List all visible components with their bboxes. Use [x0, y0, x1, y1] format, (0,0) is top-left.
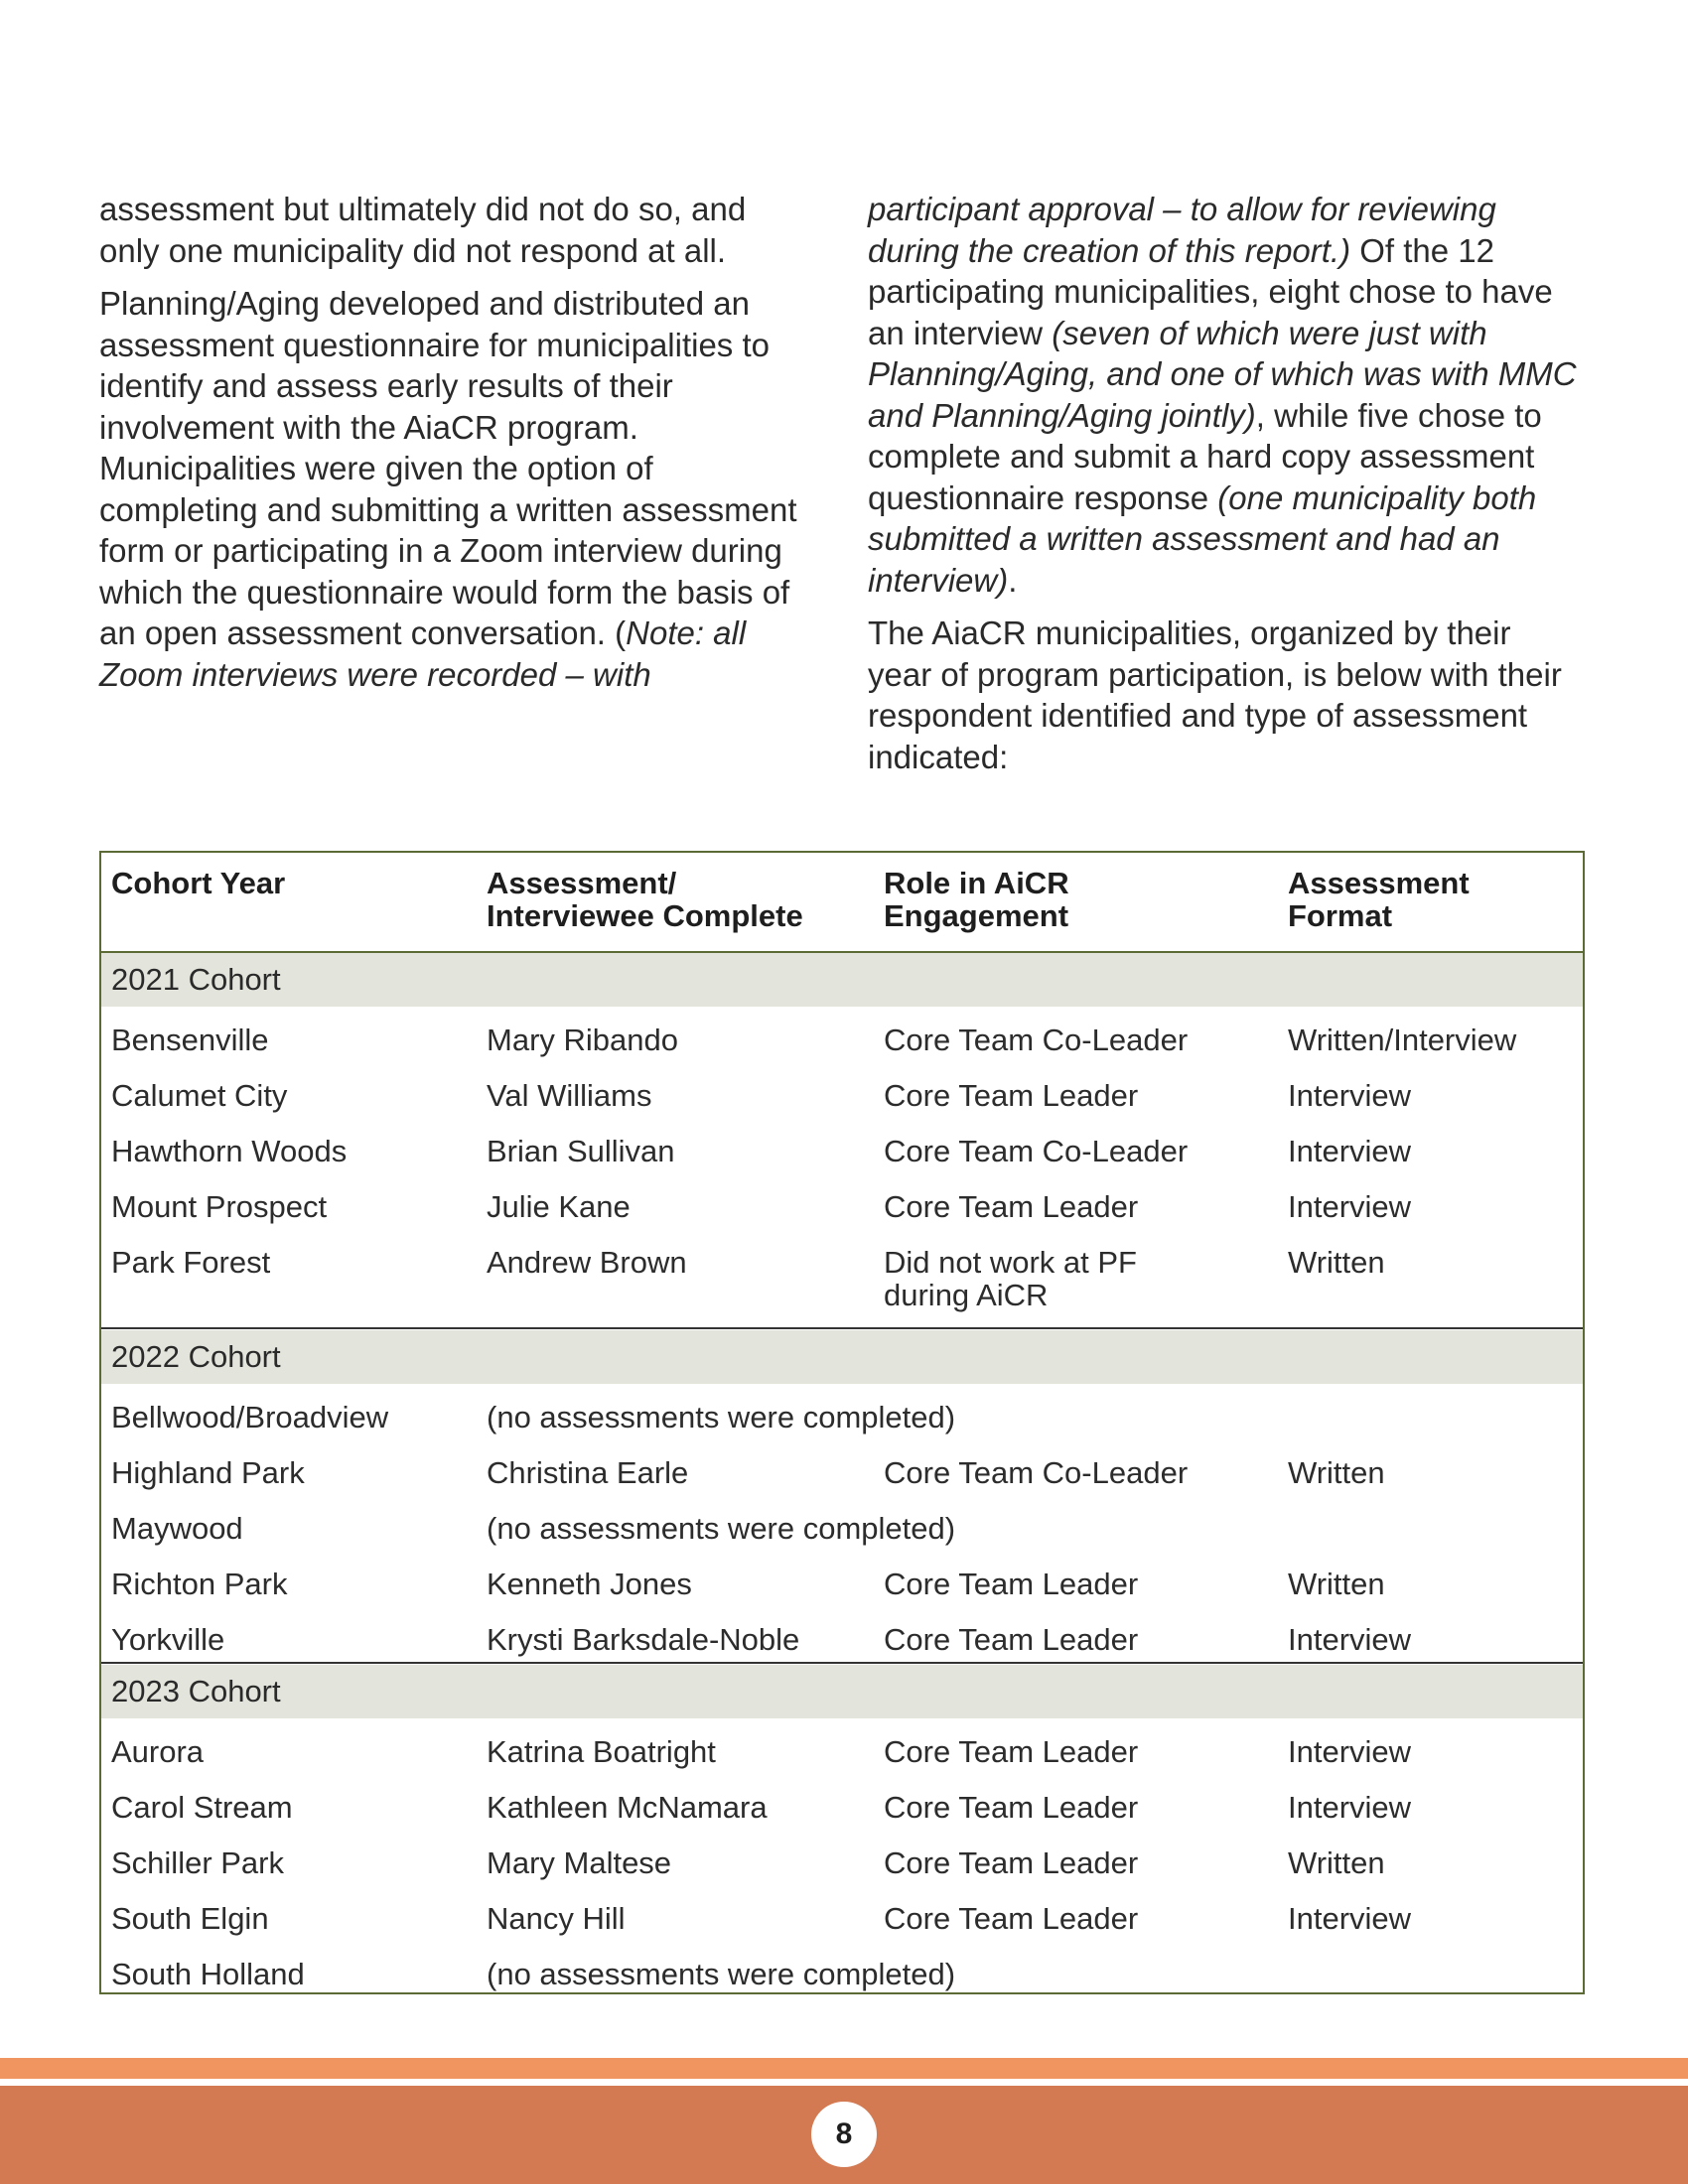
cell-format: Interview [1288, 1189, 1412, 1224]
cell-format: Interview [1288, 1901, 1412, 1936]
right-paragraph-1 [868, 189, 1583, 601]
cell-format: Written [1288, 1567, 1385, 1601]
cohort-separator [101, 1662, 1583, 1664]
cell-municipality: Hawthorn Woods [111, 1134, 348, 1168]
cell-format: Interview [1288, 1790, 1412, 1825]
cohort-band-2021: 2021 Cohort [101, 953, 1583, 1007]
cell-municipality: Bellwood/Broadview [111, 1400, 389, 1434]
table-header-row [101, 853, 1583, 953]
cell-role: Core Team Co-Leader [884, 1134, 1189, 1168]
cell-role: Core Team Leader [884, 1790, 1139, 1825]
header-format-line-1: Assessment [1288, 866, 1470, 900]
header-format [1288, 867, 1470, 932]
cell-format: Interview [1288, 1078, 1412, 1113]
cell-person: Krysti Barksdale-Noble [487, 1622, 800, 1657]
cell-role: Core Team Co-Leader [884, 1023, 1189, 1057]
cell-role: Core Team Co-Leader [884, 1455, 1189, 1490]
cell-role: Core Team Leader [884, 1901, 1139, 1936]
header-role [884, 867, 1069, 932]
cell-role: Core Team Leader [884, 1622, 1139, 1657]
header-cohort-year [111, 867, 285, 899]
cell-role: Core Team Leader [884, 1078, 1139, 1113]
cell-municipality: Yorkville [111, 1622, 225, 1657]
cell-person: Nancy Hill [487, 1901, 626, 1936]
page-number: 8 [811, 2102, 877, 2167]
cell-person: Brian Sullivan [487, 1134, 675, 1168]
cell-format: Written/Interview [1288, 1023, 1517, 1057]
cell-format: Written [1288, 1455, 1385, 1490]
header-assessment-line-2: Interviewee Complete [487, 898, 803, 933]
right-paragraph-1-italic-a: participant approval – to allow for reviewing during the creation of this report.) [868, 191, 1496, 269]
cell-municipality: Aurora [111, 1734, 205, 1769]
left-paragraph-1: assessment but ultimately did not do so, and only one municipality did not respond at all. [99, 191, 747, 269]
right-text-column [868, 189, 1583, 789]
cell-format: Written [1288, 1845, 1385, 1880]
cell-person: Val Williams [487, 1078, 652, 1113]
header-format-line-2: Format [1288, 898, 1393, 933]
cell-person: (no assessments were completed) [487, 1957, 956, 1991]
header-role-line-1: Role in AiCR [884, 866, 1069, 900]
right-paragraph-2: The AiaCR municipalities, organized by their year of program participation, is below with their respondent identified and type of assessment indicated: [868, 614, 1562, 775]
header-assessment [487, 867, 803, 932]
left-paragraph-2-main: Planning/Aging developed and distributed an assessment questionnaire for municipalities to identify and assess early results of their involvement with the AiaCR program. Municipalities were given the option of completing and submitting a written assessment form or participating in a Zoom interview during which the questionnaire would form the basis of an open assessment conversation. ( [99, 285, 797, 651]
cell-role: Did not work at PF during AiCR [884, 1245, 1137, 1312]
left-text-column [99, 189, 814, 707]
right-paragraph-1-italic-c: (one municipality both submitted a written assessment and had an interview) [868, 478, 1537, 599]
cell-person: Katrina Boatright [487, 1734, 716, 1769]
cell-municipality: Richton Park [111, 1567, 288, 1601]
header-cohort-year-label: Cohort Year [111, 866, 286, 900]
cell-format: Interview [1288, 1734, 1412, 1769]
cell-municipality: Highland Park [111, 1455, 305, 1490]
cell-format: Written [1288, 1245, 1385, 1280]
cell-role: Core Team Leader [884, 1189, 1139, 1224]
header-role-line-2: Engagement [884, 898, 1069, 933]
cell-municipality: Maywood [111, 1511, 243, 1546]
right-paragraph-1-text-a: Of the 12 participating municipalities, eight chose to have an interview [868, 231, 1553, 351]
cohort-band-2022: 2022 Cohort [101, 1330, 1583, 1384]
cell-municipality: South Elgin [111, 1901, 269, 1936]
cell-person: Christina Earle [487, 1455, 689, 1490]
cell-person: Mary Ribando [487, 1023, 678, 1057]
cell-role: Core Team Leader [884, 1734, 1139, 1769]
left-paragraph-2 [99, 283, 814, 695]
cell-person: Andrew Brown [487, 1245, 687, 1280]
cell-municipality: South Holland [111, 1957, 305, 1991]
cohort-separator [101, 1327, 1583, 1329]
cell-person: (no assessments were completed) [487, 1511, 956, 1546]
cell-municipality: Schiller Park [111, 1845, 284, 1880]
cell-person: Kenneth Jones [487, 1567, 692, 1601]
cell-municipality: Park Forest [111, 1245, 271, 1280]
cell-format: Interview [1288, 1622, 1412, 1657]
cell-municipality: Bensenville [111, 1023, 269, 1057]
cell-person: Mary Maltese [487, 1845, 672, 1880]
footer-accent-line [0, 2058, 1688, 2079]
cohort-band-2023: 2023 Cohort [101, 1665, 1583, 1718]
cell-municipality: Mount Prospect [111, 1189, 328, 1224]
right-paragraph-1-text-b: , while five chose to complete and submit a hard copy assessment questionnaire response [868, 396, 1542, 516]
cell-role: Core Team Leader [884, 1845, 1139, 1880]
right-paragraph-1-italic-b: (seven of which were just with Planning/Aging, and one of which was with MMC and Planning/Aging jointly) [868, 314, 1577, 434]
right-paragraph-1-text-c: . [1008, 561, 1018, 599]
cohort-table [99, 851, 1585, 1994]
cell-person: Kathleen McNamara [487, 1790, 768, 1825]
left-paragraph-2-note: Note: all Zoom interviews were recorded – with [99, 614, 747, 693]
cell-person: Julie Kane [487, 1189, 631, 1224]
cell-person: (no assessments were completed) [487, 1400, 956, 1434]
header-assessment-line-1: Assessment/ [487, 866, 677, 900]
cell-role: Core Team Leader [884, 1567, 1139, 1601]
cell-format: Interview [1288, 1134, 1412, 1168]
cell-municipality: Calumet City [111, 1078, 288, 1113]
cell-municipality: Carol Stream [111, 1790, 293, 1825]
